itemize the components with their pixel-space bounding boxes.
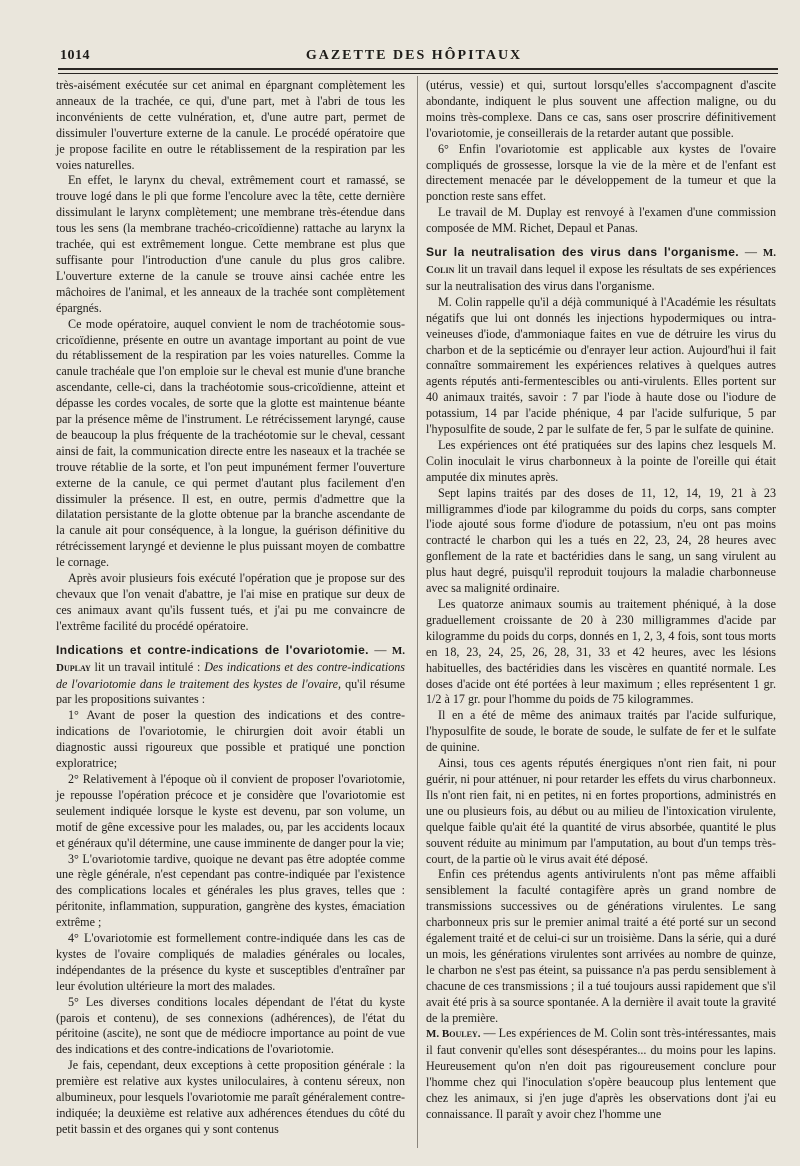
paragraph-text: — Les expériences de M. Colin sont très-intéressantes, mais il faut convenir qu'elles sont désespérantes... du moins pour les lapins. Heureusement qu'on n'en doit pas rigoureusement conclure pour l'homme chez qui l'inoculation s'opère beaucoup plus lentement que chez les animaux, si j'en juge d'après les observations dont j'ai eu connaissance. Il paraît y avoir chez l'homme une <box>426 1026 777 1121</box>
journal-title: GAZETTE DES HÔPITAUX <box>305 48 523 63</box>
paragraph: Ainsi, tous ces agents réputés énergiques n'ont rien fait, ni pour guérir, ni pour atténuer, ni pour retarder les effets du virus charbonneux. Ils n'ont rien fait, ni en petites, ni en fortes proportions, administrés en une ou plusieurs fois, au début ou au milieu de l'intoxication virulente, quelque faible qu'ait été la quantité de virus absorbée, quantité le plus souvent réduite au minimum par l'amputation, au bout d'un temps très-court, de la partie où le virus avait été déposé. <box>426 756 776 866</box>
proposition: 5° Les diverses conditions locales dépendant de l'état du kyste (parois et contenu), de ses connexions (adhérences), de l'état du péritoine (ascite), ne sont que de médiocre importance au point de vue des indications et des contre-indications de l'ovariotomie. <box>56 994 405 1057</box>
paragraph: Après avoir plusieurs fois exécuté l'opération que je propose sur des chevaux que l'on venait d'abattre, je l'ai mise en pratique sur deux de ces animaux avant qu'ils fussent tués, et j'ai pu me convaincre de l'extrême facilité du procédé opératoire. <box>56 571 405 633</box>
header-rule-thick <box>58 68 778 70</box>
left-column <box>56 78 405 1138</box>
proposition: 1° Avant de poser la question des indications et des contre-indications de l'ovariotomie, le chirurgien doit avoir établi un diagnostic aussi rigoureux que possible et pratiqué une ponction exploratrice; <box>56 708 405 771</box>
proposition: 3° L'ovariotomie tardive, quoique ne devant pas être adoptée comme une règle générale, n'est cependant pas contre-indiquée par l'existence des complications locales et générales les plus graves, telles que : péritonite, inflammation, suppuration, gangrène des kystes, émaciation extrême ; <box>56 851 405 930</box>
section-intro-virus <box>426 245 776 295</box>
section-text: lit un travail dans lequel il expose les résultats de ses expériences sur la neutralisation des virus dans l'organisme. <box>426 261 776 293</box>
header-rule-thin <box>58 73 778 74</box>
section-text: lit un travail intitulé : <box>90 659 205 674</box>
paragraph: Enfin ces prétendus agents antivirulents n'ont pas même affaibli sensiblement la faculté contagifère après un grand nombre de transmissions successives ou de générations virulentes. Le sang charbonneux pris sur le premier animal traité a été porté sur un second également traité et de celui-ci sur un troisième. Dans la série, qui a duré un mois, les générations virulentes sont arrivées au nombre de quinze, le charbon ne s'est pas éteint, sa puissance n'a pas perdu sensiblement à chacune de ces transmissions ; il a tué toujours aussi rapidement que s'il avait été pris à sa source spontanée. A la dernière il avait toute la gravité de la première. <box>426 867 776 1025</box>
column-divider <box>417 76 418 1148</box>
paragraph: M. Colin rappelle qu'il a déjà communiqué à l'Académie les résultats négatifs que lui ont donnés les injections hypodermiques ou intra-veineuses d'iode, d'ammoniaque faites en vue de détruire les virus du charbon et de la septicémie ou d'enrayer leur action. Aujourd'hui il fait connaître sommairement les expériences relatives à quelques autres agents réputés anti-fermentescibles ou anti-virulents. Elles portent sur 40 animaux traités, savoir : 7 par l'iode à haute dose ou l'iodure de potassium, 14 par l'acide phénique, 4 par l'acide sulfurique, 5 par l'hyposulfite de soude, 2 par le sulfate de fer, 5 par le sulfate de quinine. <box>426 294 776 437</box>
paragraph <box>426 1026 776 1122</box>
section-text: qu'il résume par les propositions suivantes : <box>56 676 405 707</box>
section-dash: — <box>739 245 763 260</box>
paragraph: très-aisément exécutée sur cet animal en épargnant complètement les anneaux de la trachée, ce qui, d'une part, met à l'abri de tous les inconvénients de cette vulnération, et, d'une autre part, permet de dissimuler l'ouverture externe de la canule. Le procédé opératoire que je propose facilite en outre le rétablissement de la respiration par les voies naturelles. <box>56 78 405 172</box>
paragraph: Ce mode opératoire, auquel convient le nom de trachéotomie sous-cricoïdienne, présente en outre un avantage important au point de vue du rétablissement de la respiration par les voies naturelles. Comme la canule trachéale que l'on emploie sur le cheval est munie d'une branche ascendante, celle-ci, dans la trachéotomie sous-cricoïdienne, atteint et dépasse les cordes vocales, de sorte que la glotte est maintenue béante par la présence même de l'instrument. Le rétrécissement laryngé, cause de beaucoup la plus fréquente de la trachéotomie sur le cheval, cessant ainsi de fait, la communication directe entre les naseaux et la trachée se trouve rétablie de la sorte, et l'on peut impunément fermer l'ouverture externe de la canule, ce qui permet d'autant plus facilement d'en dissimuler la présence. Il est, en outre, permis d'admettre que la dilatation persistante de la glotte obtenue par la branche ascendante de la canule ait pour conséquence, à la longue, la guérison définitive du rétrécissement laryngé et devienne le plus puissant moyen de combattre le cornage. <box>56 316 405 570</box>
paragraph: En effet, le larynx du cheval, extrêmement court et ramassé, se trouve logé dans le pli que forme l'encolure avec la tête, cette dernière dissimulant le larynx complètement; une membrane très-étendue dans tous les sens (la membrane trachéo-cricoïdienne) rattache au larynx la trachée, qui est extrêmement longue. Cette membrane est plus que suffisante pour l'introduction d'une canule du plus gros calibre. L'ouverture externe de la canule se trouve ainsi cachée entre les mâchoires de l'animal, et les anneaux de la trachée sont complètement épargnés. <box>56 173 405 315</box>
proposition: 6° Enfin l'ovariotomie est applicable aux kystes de l'ovaire compliqués de grossesse, lorsque la vie de la mère et de l'enfant est directement menacée par le développement de la tumeur et que la ponction reste sans effet. <box>426 141 776 204</box>
page-header <box>60 46 768 66</box>
proposition: 2° Relativement à l'époque où il convient de proposer l'ovariotomie, je repousse l'opération précoce et je considère que l'ovariotomie est seulement indiquée lorsque le kyste est devenu, par son volume, un motif de gêne excessive pour les malades, ou, par les accidents locaux et généraux qu'il détermine, une cause imminente de danger pour la vie; <box>56 771 405 850</box>
author-name: M. Colin <box>426 247 777 276</box>
paragraph: Il en a été de même des animaux traités par l'acide sulfurique, l'hyposulfite de soude, le borate de soude, le sulfate de fer et le sulfate de quinine. <box>426 708 776 755</box>
paragraph: (utérus, vessie) et qui, surtout lorsqu'elles s'accompagnent d'ascite abondante, indiquent le plus souvent une affection maligne, ou du moins très-complexe. Dans ce cas, sans oser proscrire définitivement l'ovariotomie, je conseillerais de la retarder autant que possible. <box>426 78 776 140</box>
paragraph: Le travail de M. Duplay est renvoyé à l'examen d'une commission composée de MM. Richet, Depaul et Panas. <box>426 205 776 236</box>
paragraph: Je fais, cependant, deux exceptions à cette proposition générale : la première est relative aux kystes uniloculaires, à contenu séreux, non albumineux, pour lesquels l'ovariotomie me paraît généralement contre-indiquée; la deuxième est relative aux adhérences étendues du côté du petit bassin et des organes qui y sont contenus <box>56 1058 405 1136</box>
author-name: M. Bouley. <box>426 1028 481 1041</box>
page-number: 1014 <box>60 48 90 63</box>
paragraph: Sept lapins traités par des doses de 11, 12, 14, 19, 21 à 23 milligrammes d'iode par kilogramme du poids du corps, sans compter l'iode ajouté sous forme d'iodure de potassium, n'eu ont pas moins contracté le charbon qui les a tués en 22, 23, 24, 28 heures avec gonflement de la rate et bactéridies dans le sang, un sang virulent au plus haut degré, puisqu'il reproduit toujours la maladie charbonneuse avec sa malignité ordinaire. <box>426 485 776 596</box>
section-intro-ovariotomie <box>56 643 405 709</box>
section-title: Indications et contre-indications de l'ovariotomie. <box>56 642 369 657</box>
section-dash: — <box>368 642 392 657</box>
right-column <box>426 78 776 1123</box>
author-name: M. Duplay <box>56 644 406 674</box>
proposition: 4° L'ovariotomie est formellement contre-indiquée dans les cas de kystes de l'ovaire compliqués de maladies générales ou locales, indépendantes de la présence du kyste et susceptibles d'entraîner par leur évolution ultérieure la mort des malades. <box>56 931 405 993</box>
paragraph: Les expériences ont été pratiquées sur des lapins chez lesquels M. Colin inoculait le virus charbonneux à la pointe de l'oreille qui était amputée dix minutes après. <box>426 437 776 484</box>
section-title: Sur la neutralisation des virus dans l'organisme. <box>426 245 740 260</box>
work-title: Des indications et des contre-indications de l'ovariotomie dans le traitement des kystes de l'ovaire, <box>56 659 405 691</box>
paragraph: Les quatorze animaux soumis au traitement phéniqué, à la dose graduellement croissante de 20 à 230 milligrammes d'acide par kilogramme du poids du corps, donnés en 1, 2, 3, 4 fois, sont tous morts en 18, 23, 24, 25, 26, 28, 31, 33 et 42 heures, avec les lésions habituelles, des bactéridies dans les viscères en quantité normale. Les doses d'acide ont été portées à leur maximum ; elles représentent 1 gr. 1/2 à 17 gr. pour l'homme du poids de 75 kilogrammes. <box>426 597 776 707</box>
